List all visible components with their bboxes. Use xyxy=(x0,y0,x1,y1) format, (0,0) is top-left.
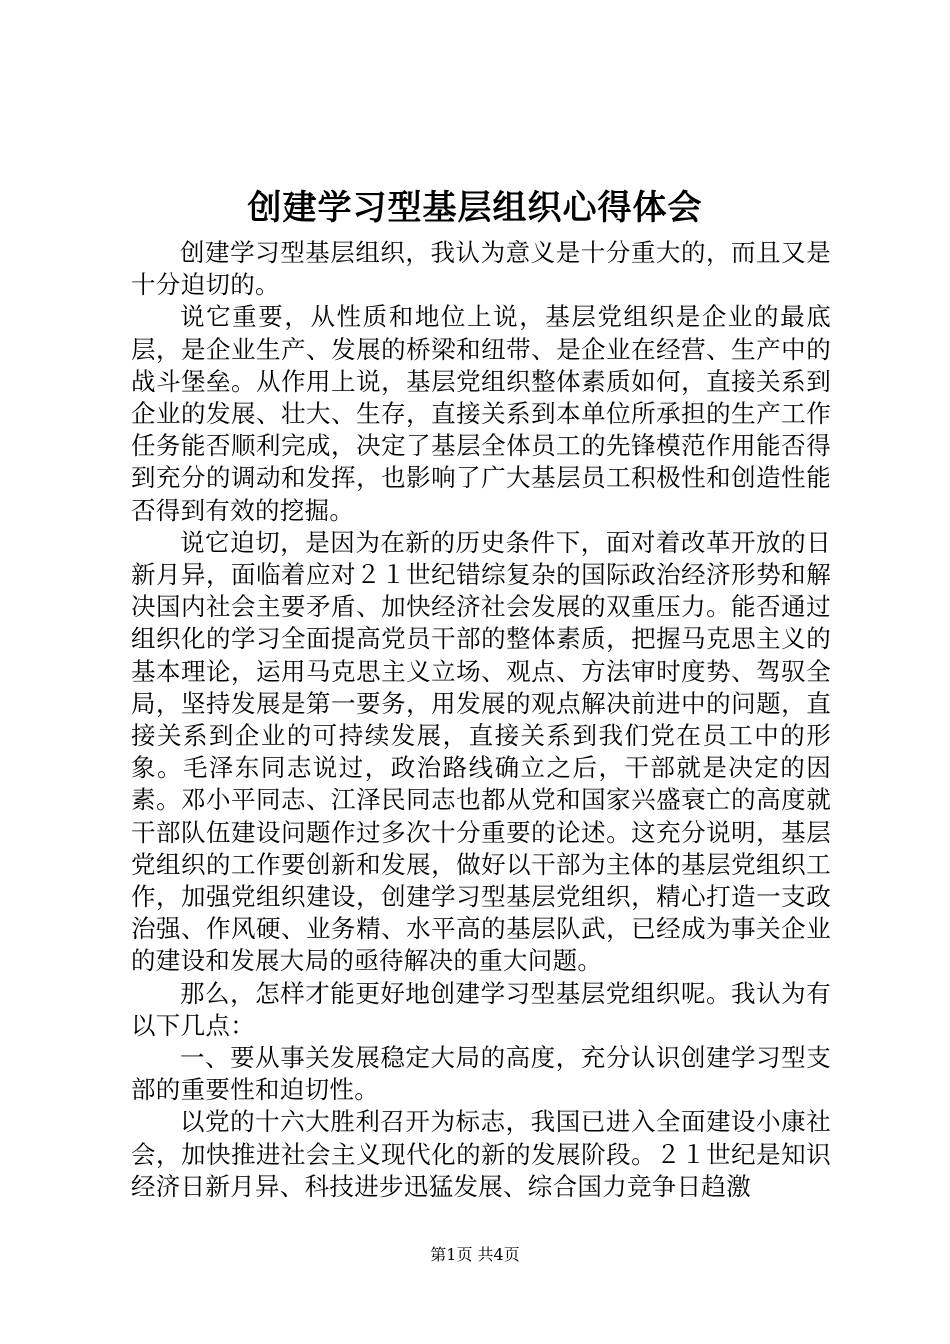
document-title: 创建学习型基层组织心得体会 xyxy=(247,188,703,228)
paragraph: 以党的十六大胜利召开为标志，我国已进入全面建设小康社会，加快推进社会主义现代化的新的发展阶段。２１世纪是知识经济日新月异、科技进步迅猛发展、综合国力竞争日趋激 xyxy=(131,1107,831,1201)
paragraph: 说它重要，从性质和地位上说，基层党组织是企业的最底层，是企业生产、发展的桥梁和纽带、是企业在经营、生产中的战斗堡垒。从作用上说，基层党组织整体素质如何，直接关系到企业的发展、壮大、生存，直接关系到本单位所承担的生产工作任务能否顺利完成，决定了基层全体员工的先锋模范作用能否得到充分的调动和发挥，也影响了广大基层员工积极性和创造性能否得到有效的挖掘。 xyxy=(131,302,831,525)
document-body xyxy=(131,237,831,1203)
paragraph: 创建学习型基层组织，我认为意义是十分重大的，而且又是十分迫切的。 xyxy=(131,238,831,300)
paragraph: 一、要从事关发展稳定大局的高度，充分认识创建学习型支部的重要性和迫切性。 xyxy=(131,1043,831,1105)
paragraph: 那么，怎样才能更好地创建学习型基层党组织呢。我认为有以下几点： xyxy=(131,978,831,1040)
paragraph: 说它迫切，是因为在新的历史条件下，面对着改革开放的日新月异，面临着应对２１世纪错综复杂的国际政治经济形势和解决国内社会主要矛盾、加快经济社会发展的双重压力。能否通过组织化的学习全面提高党员干部的整体素质，把握马克思主义的基本理论，运用马克思主义立场、观点、方法审时度势、驾驭全局，坚持发展是第一要务，用发展的观点解决前进中的问题，直接关系到企业的可持续发展，直接关系到我们党在员工中的形象。毛泽东同志说过，政治路线确立之后，干部就是决定的因素。邓小平同志、江泽民同志也都从党和国家兴盛衰亡的高度就干部队伍建设问题作过多次十分重要的论述。这充分说明，基层党组织的工作要创新和发展，做好以干部为主体的基层党组织工作，加强党组织建设，创建学习型基层党组织，精心打造一支政治强、作风硬、业务精、水平高的基层队武，已经成为事关企业的建设和发展大局的亟待解决的重大问题。 xyxy=(131,527,831,976)
page-footer: 第1页 共4页 xyxy=(430,1245,520,1264)
